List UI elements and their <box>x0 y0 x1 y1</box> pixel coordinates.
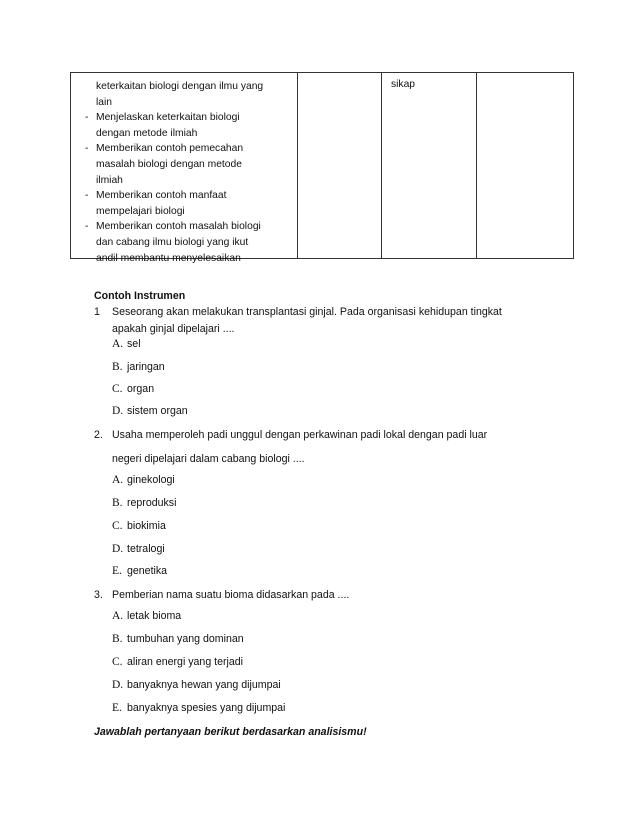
table-column-divider <box>476 73 477 258</box>
bullet-dash: - <box>85 112 89 124</box>
option-text: tetralogi <box>127 543 165 555</box>
option-letter: C. <box>112 656 123 668</box>
bullet-dash: - <box>85 221 89 233</box>
answer-option <box>112 338 141 350</box>
option-letter: D. <box>112 405 124 417</box>
indicator-cell <box>85 79 367 266</box>
indicator-continuation-line <box>85 204 367 220</box>
indicator-bullet-line <box>85 141 367 157</box>
option-text: jaringan <box>127 361 165 373</box>
question-number: 1 <box>94 306 100 318</box>
indicator-text: mempelajari biologi <box>96 205 185 217</box>
option-letter: C. <box>112 383 123 395</box>
indicator-continuation-line <box>85 95 367 111</box>
option-text: aliran energi yang terjadi <box>127 656 244 668</box>
indicator-text: Memberikan contoh masalah biologi <box>96 221 261 233</box>
option-letter: E. <box>112 565 122 577</box>
indicator-bullet-line <box>85 110 367 126</box>
indicator-text: Menjelaskan keterkaitan biologi <box>96 112 240 124</box>
question-text: Seseorang akan melakukan transplantasi ginjal. Pada organisasi kehidupan tingkat <box>112 306 502 318</box>
indicator-text: masalah biologi dengan metode <box>96 158 242 170</box>
answer-option <box>112 702 285 714</box>
option-letter: B. <box>112 361 123 373</box>
option-text: ginekologi <box>127 474 175 486</box>
section-heading: Contoh Instrumen <box>94 290 186 302</box>
answer-option <box>112 543 165 555</box>
option-letter: B. <box>112 497 123 509</box>
indicator-text: ilmiah <box>96 174 123 186</box>
indicator-text: Memberikan contoh manfaat <box>96 190 227 202</box>
answer-option <box>112 610 181 622</box>
competency-table <box>70 72 574 264</box>
indicator-text: dan cabang ilmu biologi yang ikut <box>96 236 249 248</box>
option-text: banyaknya spesies yang dijumpai <box>127 702 286 714</box>
bullet-dash: - <box>85 190 89 202</box>
answer-option <box>112 405 188 417</box>
indicator-text: keterkaitan biologi dengan ilmu yang <box>96 81 264 92</box>
option-text: sel <box>127 338 141 350</box>
option-text: organ <box>127 383 155 395</box>
option-text: reproduksi <box>127 497 177 509</box>
answer-option <box>112 565 167 577</box>
answer-option <box>112 383 154 395</box>
indicator-continuation-line <box>85 235 367 251</box>
question-text: Usaha memperoleh padi unggul dengan perkawinan padi lokal dengan padi luar <box>112 429 488 441</box>
indicator-text: dengan metode ilmiah <box>96 127 198 139</box>
option-text: letak bioma <box>127 610 182 622</box>
answer-option <box>112 633 244 645</box>
bullet-dash: - <box>85 143 89 155</box>
indicator-continuation-line <box>85 79 367 95</box>
question-text: negeri dipelajari dalam cabang biologi .... <box>112 453 305 465</box>
option-letter: B. <box>112 633 123 645</box>
answer-option <box>112 497 176 509</box>
option-letter: A. <box>112 610 124 622</box>
indicator-text: Memberikan contoh pemecahan <box>96 143 244 155</box>
option-text: sistem organ <box>127 405 188 417</box>
option-letter: D. <box>112 679 124 691</box>
option-text: biokimia <box>127 520 166 532</box>
option-text: genetika <box>127 565 168 577</box>
answer-option <box>112 656 243 668</box>
closing-instruction: Jawablah pertanyaan berikut berdasarkan analisismu! <box>94 726 367 738</box>
question-text: Pemberian nama suatu bioma didasarkan pada .... <box>112 589 350 601</box>
answer-option <box>112 520 166 532</box>
indicator-bullet-line <box>85 188 367 204</box>
answer-option <box>112 361 165 373</box>
indicator-text: andil membantu menyelesaikan <box>96 252 241 264</box>
table-column-divider <box>381 73 382 258</box>
answer-option <box>112 474 175 486</box>
indicator-bullet-line <box>85 219 367 235</box>
option-letter: A. <box>112 338 124 350</box>
indicator-continuation-line <box>85 251 367 267</box>
aspect-cell: sikap <box>391 79 416 90</box>
question-text: apakah ginjal dipelajari .... <box>112 323 235 335</box>
option-letter: E. <box>112 702 122 714</box>
option-letter: D. <box>112 543 124 555</box>
indicator-continuation-line <box>85 126 367 142</box>
indicator-text: lain <box>96 96 113 108</box>
option-text: tumbuhan yang dominan <box>127 633 244 645</box>
question-number: 3. <box>94 589 103 601</box>
indicator-continuation-line <box>85 157 367 173</box>
answer-option <box>112 679 281 691</box>
indicator-continuation-line <box>85 173 367 189</box>
option-letter: A. <box>112 474 124 486</box>
option-letter: C. <box>112 520 123 532</box>
option-text: banyaknya hewan yang dijumpai <box>127 679 281 691</box>
question-number: 2. <box>94 429 103 441</box>
